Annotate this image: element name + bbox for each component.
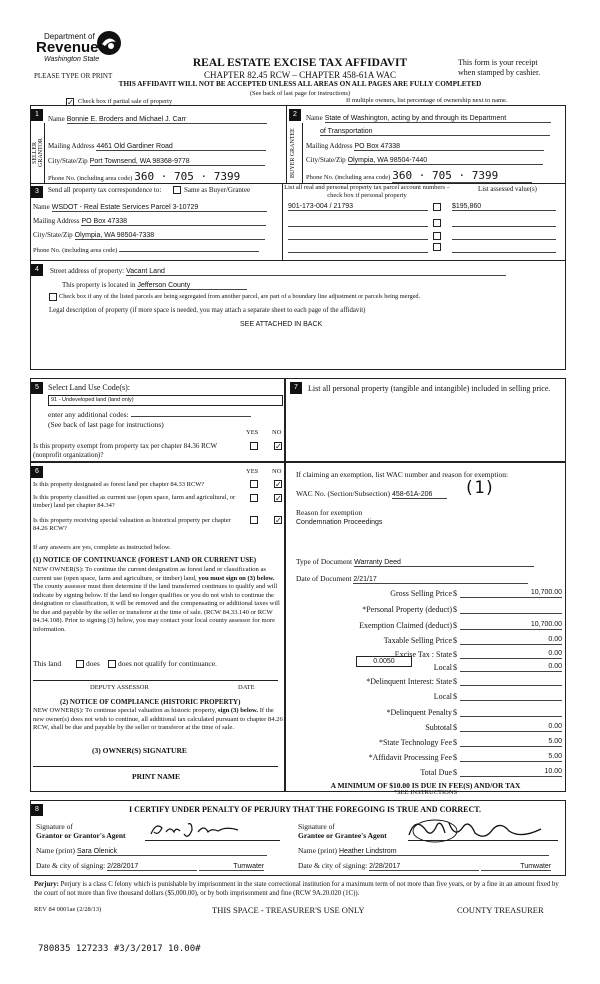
seller-name-label: Name bbox=[48, 115, 65, 123]
section-2-number: 2 bbox=[289, 109, 301, 121]
parcel-personal-checkbox-3[interactable] bbox=[433, 232, 441, 240]
section-6-number: 6 bbox=[31, 466, 43, 478]
buyer-name-row-2 bbox=[320, 126, 550, 136]
receipt-line1: This form is your receipt bbox=[458, 58, 538, 67]
located-label: This property is located in bbox=[62, 281, 136, 289]
financial-line-value[interactable] bbox=[460, 692, 562, 701]
grantee-date-field[interactable]: 2/28/2017 bbox=[369, 863, 479, 871]
grantor-signature-icon bbox=[148, 818, 243, 842]
grantee-name-field[interactable]: Heather Lindstrom bbox=[339, 848, 549, 856]
financial-line-value[interactable]: 5.00 bbox=[460, 738, 562, 747]
parcel-blank-2[interactable] bbox=[288, 219, 428, 227]
land-use-label: Select Land Use Code(s): bbox=[48, 383, 130, 392]
current-use-no-checkbox[interactable]: ✓ bbox=[275, 494, 282, 503]
deputy-line bbox=[33, 680, 278, 681]
buyer-side-label: BUYER GRANTEE bbox=[290, 128, 296, 178]
grantee-date-row bbox=[298, 861, 551, 871]
this-land-row bbox=[33, 659, 61, 668]
buyer-city-field[interactable]: Olympia, WA 98504-7440 bbox=[348, 157, 543, 165]
buyer-mailing-label: Mailing Address bbox=[306, 142, 353, 150]
sec3-mailing-field[interactable]: PO Box 47338 bbox=[81, 218, 266, 226]
partial-sale-checkbox[interactable]: ✓ bbox=[67, 98, 74, 107]
financial-line-label: Exemption Claimed (deduct) bbox=[359, 621, 452, 630]
located-row bbox=[62, 280, 247, 290]
currency-symbol: $ bbox=[453, 650, 457, 659]
financial-line-label: Excise Tax : State bbox=[394, 650, 452, 659]
currency-symbol: $ bbox=[453, 677, 457, 686]
section-4-box bbox=[30, 260, 566, 370]
sec3-mailing-row bbox=[33, 216, 266, 226]
street-label: Street address of property: bbox=[50, 267, 125, 275]
buyer-name-field-2[interactable]: of Transportation bbox=[320, 128, 550, 136]
notice-1-bold: you must sign on (3) below. bbox=[198, 574, 275, 582]
receipt-line2: when stamped by cashier. bbox=[458, 68, 541, 77]
additional-codes-row bbox=[48, 409, 251, 419]
current-use-question: Is this property classified as current use (open space, farm and agricultural, or timber) land per chapter 84.34? bbox=[33, 494, 236, 509]
historic-yes-checkbox[interactable] bbox=[250, 516, 258, 524]
grantee-date-label: Date & city of signing: bbox=[298, 861, 368, 870]
doc-type-row bbox=[296, 557, 534, 567]
section-1-number: 1 bbox=[31, 109, 43, 121]
sec3-phone-row bbox=[33, 244, 259, 254]
wac-label: WAC No. (Section/Subsection) bbox=[296, 489, 390, 498]
grantee-sig-label bbox=[298, 822, 387, 840]
doc-type-field[interactable]: Warranty Deed bbox=[354, 559, 534, 567]
does-not-label: does not qualify for continuance. bbox=[118, 659, 217, 668]
seller-phone-label: Phone No. (including area code) bbox=[48, 175, 133, 182]
currency-symbol: $ bbox=[453, 621, 457, 630]
land-use-select[interactable] bbox=[48, 395, 283, 406]
section-7-number: 7 bbox=[290, 382, 302, 394]
does-not-checkbox[interactable] bbox=[108, 660, 116, 668]
perjury-bold: Perjury: bbox=[34, 881, 59, 888]
sec3-city-field[interactable]: Olympia, WA 98504-7338 bbox=[75, 232, 265, 240]
financial-line-value[interactable]: 0.00 bbox=[460, 663, 562, 672]
treasurer-space: THIS SPACE - TREASURER'S USE ONLY bbox=[212, 905, 365, 915]
forest-question: Is this property designated as forest land per chapter 84.33 RCW? bbox=[33, 481, 205, 488]
same-as-buyer-label: Same as Buyer/Grantee bbox=[184, 186, 251, 194]
seller-city-row bbox=[48, 156, 265, 166]
seller-mailing-row bbox=[48, 141, 266, 151]
date-label: DATE bbox=[238, 684, 255, 691]
financial-line-value[interactable]: 10.00 bbox=[460, 768, 562, 777]
current-use-yes-checkbox[interactable] bbox=[250, 494, 258, 502]
assessed-header: List assessed value(s) bbox=[478, 186, 537, 193]
doc-date-field[interactable]: 2/21/17 bbox=[353, 576, 528, 584]
grantor-date-row bbox=[36, 861, 264, 871]
exemption-label: If claiming an exemption, list WAC number and reason for exemption: bbox=[296, 470, 509, 479]
sec5-no-header: NO bbox=[272, 429, 282, 436]
street-row bbox=[50, 266, 506, 276]
currency-symbol: $ bbox=[453, 768, 457, 777]
form-warning: THIS AFFIDAVIT WILL NOT BE ACCEPTED UNLESS ALL AREAS ON ALL PAGES ARE FULLY COMPLETED bbox=[118, 80, 482, 88]
print-name-label: PRINT NAME bbox=[132, 772, 180, 781]
parcel-list-header: List all real and personal property tax parcel account numbers – check box if personal property bbox=[284, 184, 450, 199]
grantee-signature-icon bbox=[405, 815, 545, 845]
financial-line-label: Gross Selling Price bbox=[390, 589, 452, 598]
wac-row bbox=[296, 489, 447, 499]
notice-1-body bbox=[33, 566, 283, 634]
wac-subsection-hand: (1) bbox=[464, 478, 495, 498]
personal-property-label: List all personal property (tangible and intangible) included in selling price. bbox=[308, 384, 551, 393]
grantee-sig-label-1: Signature of bbox=[298, 822, 335, 831]
buyer-city-row bbox=[306, 155, 543, 165]
grantor-city-field[interactable]: Tumwater bbox=[199, 863, 264, 871]
form-chapter: CHAPTER 82.45 RCW – CHAPTER 458-61A WAC bbox=[204, 70, 396, 80]
forest-no-checkbox[interactable]: ✓ bbox=[275, 480, 282, 489]
notice-1-body-a: NEW OWNER(S): To continue the current designation as forest land or classification as current use (open space, farm and agriculture, or timber) land, bbox=[33, 566, 266, 582]
sec5-see-back: (See back of last page for instructions) bbox=[48, 420, 164, 429]
sec6-yes-header: YES bbox=[246, 468, 259, 475]
divider bbox=[302, 123, 303, 184]
financial-line-value[interactable]: 5.00 bbox=[460, 753, 562, 762]
exempt-yes-checkbox[interactable] bbox=[250, 442, 258, 450]
financial-line-value[interactable] bbox=[460, 677, 562, 686]
notice-1-body-b: The county assessor must then determine if the land transferred continues to qualify and will indicate by signing below. If the land no longer qualifies or you do not wish to continue the designation or classification, it will be removed and the compensating or additional taxes will be due and payable by the seller or transferor at the time of sale. (RCW 84.33.140 or RCW 84.34.108). Prior to signing (3) below, you may contact your local county assessor for more information. bbox=[33, 583, 280, 633]
financial-line-value[interactable]: 0.00 bbox=[460, 636, 562, 645]
grantee-city-field[interactable]: Tumwater bbox=[481, 863, 551, 871]
reason-label: Reason for exemption bbox=[296, 508, 363, 517]
same-as-buyer-checkbox[interactable] bbox=[173, 186, 181, 194]
buyer-phone-row bbox=[306, 169, 532, 183]
sec3-phone-field[interactable] bbox=[119, 244, 259, 252]
grantee-sig-label-2: Grantee or Grantee's Agent bbox=[298, 831, 387, 840]
currency-symbol: $ bbox=[453, 708, 457, 717]
additional-codes-label: enter any additional codes: bbox=[48, 410, 129, 419]
legal-field[interactable]: SEE ATTACHED IN BACK bbox=[240, 321, 323, 328]
divider bbox=[286, 105, 287, 183]
financial-line-label: Subtotal bbox=[425, 723, 452, 732]
street-field[interactable]: Vacant Land bbox=[126, 268, 506, 276]
land-use-value: 91 - Undeveloped land (land only) bbox=[51, 397, 134, 403]
grantee-name-label: Name (print) bbox=[298, 846, 337, 855]
currency-symbol: $ bbox=[453, 738, 457, 747]
divider bbox=[44, 123, 45, 184]
send-correspondence-row bbox=[48, 186, 161, 194]
rev-number: REV 84 0001ae (2/28/13) bbox=[34, 906, 102, 913]
sec3-mailing-label: Mailing Address bbox=[33, 217, 80, 225]
financial-line-value[interactable]: 0.00 bbox=[460, 723, 562, 732]
grantor-name-row bbox=[36, 846, 267, 856]
multiple-owners-note: If multiple owners, list percentage of ownership next to name. bbox=[346, 97, 508, 104]
currency-symbol: $ bbox=[453, 636, 457, 645]
parcel-personal-checkbox-1[interactable] bbox=[433, 203, 441, 211]
parcel-number-field[interactable]: 901-173-004 / 21793 bbox=[288, 203, 428, 211]
grantor-name-field[interactable]: Sara Olenick bbox=[77, 848, 267, 856]
notice-1-title: (1) NOTICE OF CONTINUANCE (FOREST LAND OR CURRENT USE) bbox=[33, 556, 257, 564]
grantee-name-row bbox=[298, 846, 549, 856]
send-correspondence-label: Send all property tax correspondence to: bbox=[48, 186, 162, 194]
see-instructions: *SEE INSTRUCTIONS bbox=[393, 789, 458, 796]
buyer-city-label: City/State/Zip bbox=[306, 156, 346, 164]
perjury-text: Perjury is a class C felony which is punishable by imprisonment in the state correctional institution for a maximum term of not more than five years, or by a fine in an amount fixed by the court of not more than five thousand dollars ($5,000.00), or by both imprisonment and fine (RCW 9A.20.020 (1C)). bbox=[34, 881, 559, 897]
financial-line-value[interactable]: 10,700.00 bbox=[460, 621, 562, 630]
sec3-name-label: Name bbox=[33, 203, 50, 211]
financial-line-label: *Delinquent Penalty bbox=[386, 708, 452, 717]
grantor-name-label: Name (print) bbox=[36, 846, 75, 855]
treasurer-stamp: 780835 127233 #3/3/2017 10.00# bbox=[38, 944, 201, 954]
buyer-name-row bbox=[306, 113, 551, 123]
grantor-sig-label-2: Grantor or Grantor's Agent bbox=[36, 831, 126, 840]
section-5-number: 5 bbox=[31, 382, 43, 394]
currency-symbol: $ bbox=[453, 589, 457, 598]
assessed-blank-2[interactable] bbox=[452, 219, 556, 227]
sec3-name-row bbox=[33, 202, 267, 212]
section-8-number: 8 bbox=[31, 804, 43, 816]
certify-statement: I CERTIFY UNDER PENALTY OF PERJURY THAT THE FOREGOING IS TRUE AND CORRECT. bbox=[128, 805, 481, 814]
financial-line-label: Taxable Selling Price bbox=[383, 636, 452, 645]
grantor-date-field[interactable]: 2/28/2017 bbox=[107, 863, 197, 871]
assessed-blank-3[interactable] bbox=[452, 232, 556, 240]
buyer-mailing-field[interactable]: PO Box 47338 bbox=[354, 143, 544, 151]
sec3-name-field[interactable]: WSDOT - Real Estate Services Parcel 3-10729 bbox=[52, 204, 267, 212]
financial-line-label: Local bbox=[433, 663, 452, 672]
historic-no-checkbox[interactable]: ✓ bbox=[275, 516, 282, 525]
does-checkbox[interactable] bbox=[76, 660, 84, 668]
this-land-label: This land bbox=[33, 659, 62, 668]
legal-label: Legal description of property (if more space is needed, you may attach a separate sheet to each page of the affidavit) bbox=[49, 307, 366, 314]
please-type: PLEASE TYPE OR PRINT bbox=[34, 72, 113, 80]
sec3-city-label: City/State/Zip bbox=[33, 231, 73, 239]
forest-yes-checkbox[interactable] bbox=[250, 480, 258, 488]
seller-city-label: City/State/Zip bbox=[48, 157, 88, 165]
assessed-blank-4[interactable] bbox=[452, 245, 556, 253]
sec6-no-header: NO bbox=[272, 468, 282, 475]
financial-line-label: Local bbox=[433, 692, 452, 701]
parcel-blank-4[interactable] bbox=[288, 245, 428, 253]
segregated-label: Check box if any of the listed parcels are being segregated from another parcel, are part of a boundary line adjustment or parcels being merged. bbox=[59, 293, 421, 300]
seller-name-row bbox=[48, 114, 267, 124]
seller-city-field[interactable]: Port Townsend, WA 98368-9778 bbox=[90, 158, 265, 166]
wac-field[interactable]: 458-61A-206 bbox=[392, 491, 447, 499]
notice-2-body-b: If the new owner(s) does not wish to continue, all additional tax calculated pursuant to chapter 84.26 RCW, shall be due and payable by the seller or transferor at the time of sale. bbox=[33, 707, 283, 731]
owner-sig-line bbox=[33, 766, 278, 767]
section-4-number: 4 bbox=[31, 264, 43, 276]
seller-phone-row bbox=[48, 170, 264, 184]
form-see-back: (See back of last page for instructions) bbox=[249, 90, 351, 97]
financial-line-value[interactable] bbox=[460, 708, 562, 717]
owner-signature-title: (3) OWNER(S) SIGNATURE bbox=[92, 746, 187, 755]
partial-sale-label: Check box if partial sale of property bbox=[78, 98, 173, 105]
notice-2-title: (2) NOTICE OF COMPLIANCE (HISTORIC PROPERTY) bbox=[60, 698, 241, 706]
financial-line-label: *Delinquent Interest: State bbox=[366, 677, 452, 686]
doc-type-label: Type of Document bbox=[296, 557, 353, 566]
dor-line3: Washington State bbox=[44, 56, 100, 63]
buyer-name-label: Name bbox=[306, 114, 323, 122]
does-label: does bbox=[86, 659, 100, 668]
section-3-number: 3 bbox=[31, 186, 43, 198]
divider bbox=[282, 183, 283, 261]
currency-symbol: $ bbox=[453, 723, 457, 732]
grantor-sig-label-1: Signature of bbox=[36, 822, 73, 831]
if-any-yes: If any answers are yes, complete as instructed below. bbox=[33, 544, 171, 551]
doc-date-label: Date of Document bbox=[296, 574, 352, 583]
currency-symbol: $ bbox=[453, 692, 457, 701]
currency-symbol: $ bbox=[453, 753, 457, 762]
parcel-personal-checkbox-2[interactable] bbox=[433, 219, 441, 227]
financial-line-label: *State Technology Fee bbox=[378, 738, 452, 747]
buyer-phone-label: Phone No. (including area code) bbox=[306, 174, 391, 181]
exempt-no-checkbox[interactable]: ✓ bbox=[275, 442, 282, 451]
county-treasurer: COUNTY TREASURER bbox=[457, 905, 544, 915]
financial-line-value[interactable]: 0.00 bbox=[460, 650, 562, 659]
historic-question: Is this property receiving special valuation as historical property per chapter 84.26 RCW? bbox=[33, 517, 231, 532]
segregated-checkbox[interactable] bbox=[49, 293, 57, 301]
sec3-phone-label: Phone No. (including area code) bbox=[33, 247, 118, 254]
sec3-city-row bbox=[33, 230, 265, 240]
deputy-assessor-label: DEPUTY ASSESSOR bbox=[90, 684, 149, 691]
sec5-yes-header: YES bbox=[246, 429, 259, 436]
parcel-personal-checkbox-4[interactable] bbox=[433, 243, 441, 251]
grantor-sig-label bbox=[36, 822, 126, 840]
currency-symbol: $ bbox=[453, 663, 457, 672]
seller-mailing-field[interactable]: 4461 Old Gardiner Road bbox=[96, 143, 266, 151]
perjury-note bbox=[34, 880, 564, 898]
dor-line2: Revenue bbox=[36, 39, 99, 56]
form-title: REAL ESTATE EXCISE TAX AFFIDAVIT bbox=[192, 57, 408, 69]
buyer-phone-field[interactable]: 360 · 705 · 7399 bbox=[392, 169, 532, 183]
notice-2-bold: sign (3) below. bbox=[217, 707, 259, 714]
minimum-note: A MINIMUM OF $10.00 IS DUE IN FEE(S) AND/OR TAX bbox=[330, 781, 521, 790]
financial-line-label: *Personal Property (deduct) bbox=[362, 605, 452, 614]
additional-codes-field[interactable] bbox=[131, 409, 251, 417]
seller-side-label: SELLER GRANTOR bbox=[32, 138, 44, 168]
located-field[interactable]: Jefferson County bbox=[137, 282, 247, 290]
financial-line-value[interactable] bbox=[460, 605, 562, 614]
parcel-blank-3[interactable] bbox=[288, 232, 428, 240]
dor-logo-icon bbox=[96, 30, 122, 56]
buyer-mailing-row bbox=[306, 141, 544, 151]
dor-line1: Department of bbox=[44, 32, 95, 41]
grantor-date-label: Date & city of signing: bbox=[36, 861, 106, 870]
notice-2-body-a: NEW OWNER(S): To continue special valuation as historic property, bbox=[33, 707, 217, 714]
doc-date-row bbox=[296, 574, 528, 584]
financial-line-value[interactable]: 10,700.00 bbox=[460, 589, 562, 598]
financial-line-label: Total Due bbox=[420, 768, 452, 777]
seller-name-field[interactable]: Bonnie E. Broders and Michael J. Carr bbox=[67, 116, 267, 124]
reason-field[interactable]: Condemnation Proceedings bbox=[296, 519, 383, 526]
seller-mailing-label: Mailing Address bbox=[48, 142, 95, 150]
currency-symbol: $ bbox=[453, 605, 457, 614]
receipt-note bbox=[458, 58, 540, 78]
dor-logo bbox=[36, 30, 126, 70]
financial-line-label: *Affidavit Processing Fee bbox=[368, 753, 452, 762]
assessed-value-field[interactable]: $195,860 bbox=[452, 203, 556, 211]
seller-phone-field[interactable]: 360 · 705 · 7399 bbox=[134, 170, 264, 184]
buyer-name-field-1[interactable]: State of Washington, acting by and through its Department bbox=[325, 115, 551, 123]
local-rate-field[interactable]: 0.0050 bbox=[356, 656, 412, 667]
notice-2-body bbox=[33, 707, 283, 733]
exempt-question: Is this property exempt from property tax per chapter 84.36 RCW (nonprofit organization)? bbox=[33, 442, 217, 459]
